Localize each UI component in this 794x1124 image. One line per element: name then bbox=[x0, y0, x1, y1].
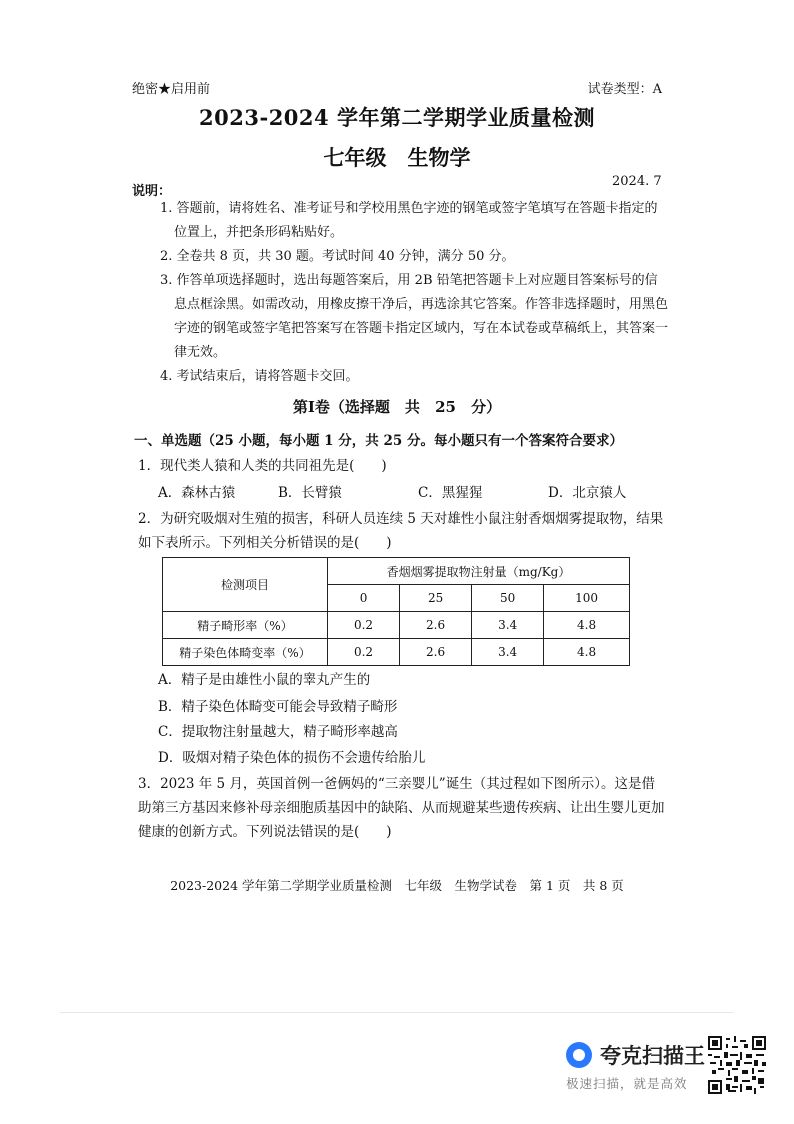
option-b: B．长臂猿 bbox=[278, 485, 342, 501]
results-table bbox=[162, 557, 630, 666]
instruction-item: 1. 答题前，请将姓名、准考证号和学校用黑色字迹的钢笔或签字笔填写在答题卡指定的位置上，并把条形码粘贴好。 bbox=[160, 201, 658, 240]
exam-subtitle: 七年级 生物学 bbox=[323, 145, 471, 170]
dose-header: 50 bbox=[472, 585, 544, 612]
row-label: 精子畸形率（%） bbox=[163, 612, 328, 639]
page-footer: 2023-2024 学年第二学期学业质量检测 七年级 生物学试卷 第 1 页 共 8 页 bbox=[170, 878, 624, 893]
table-row bbox=[163, 612, 630, 639]
table-cell: 0.2 bbox=[328, 639, 400, 666]
table-cell: 3.4 bbox=[472, 612, 544, 639]
table-row-header: 检测项目 bbox=[163, 558, 328, 612]
instruction-item: 2. 全卷共 8 页，共 30 题。考试时间 40 分钟，满分 50 分。 bbox=[160, 249, 515, 264]
table-cell: 0.2 bbox=[328, 612, 400, 639]
dose-header: 0 bbox=[328, 585, 400, 612]
scanner-brand-name: 夸克扫描王 bbox=[600, 1044, 705, 1068]
dose-header: 100 bbox=[544, 585, 630, 612]
divider bbox=[60, 1012, 734, 1013]
question-2: 2．为研究吸烟对生殖的损害，科研人员连续 5 天对雄性小鼠注射香烟烟雾提取物，结果如下表所示。下列相关分析错误的是( ) bbox=[138, 511, 664, 551]
table-col-group: 香烟烟雾提取物注射量（mg/Kg） bbox=[328, 558, 630, 585]
row-label: 精子染色体畸变率（%） bbox=[163, 639, 328, 666]
instruction-item: 4. 考试结束后，请将答题卡交回。 bbox=[160, 369, 359, 384]
question-2-option-a: A．精子是由雄性小鼠的睾丸产生的 bbox=[158, 672, 371, 688]
exam-date: 2024. 7 bbox=[612, 174, 662, 189]
question-2-option-b: B．精子染色体畸变可能会导致精子畸形 bbox=[158, 699, 398, 715]
question-2-option-c: C．提取物注射量越大，精子畸形率越高 bbox=[158, 724, 398, 740]
paper-type-label: 试卷类型：A bbox=[587, 82, 662, 97]
table-cell: 2.6 bbox=[400, 612, 472, 639]
option-a: A．森林古猿 bbox=[158, 485, 236, 501]
table-cell: 4.8 bbox=[544, 639, 630, 666]
question-1-options bbox=[158, 481, 668, 501]
confidential-label: 绝密★启用前 bbox=[132, 82, 211, 97]
option-c: C．黑猩猩 bbox=[418, 485, 483, 501]
instruction-item: 3. 作答单项选择题时，选出每题答案后，用 2B 铅笔把答题卡上对应题目答案标号的信息点框涂黑。如需改动，用橡皮擦干净后，再选涂其它答案。作答非选择题时，用黑色字迹的钢笔或签字笔把答案写在答题卡指定区域内，写在本试卷或草稿纸上，其答案一律无效。 bbox=[160, 273, 669, 360]
table-cell: 3.4 bbox=[472, 639, 544, 666]
table-cell: 2.6 bbox=[400, 639, 472, 666]
dose-header: 25 bbox=[400, 585, 472, 612]
instructions-list bbox=[160, 197, 670, 389]
option-d: D．北京猿人 bbox=[548, 485, 627, 501]
qr-code-icon bbox=[708, 1036, 766, 1094]
question-1: 1．现代类人猿和人类的共同祖先是( ) bbox=[138, 458, 387, 474]
scanner-slogan: 极速扫描，就是高效 bbox=[566, 1076, 688, 1091]
question-3: 3．2023 年 5 月，英国首例一爸俩妈的“三亲婴儿”诞生（其过程如下图所示）。这是借助第三方基因来修补母亲细胞质基因中的缺陷、从而规避某些遗传疾病、让出生婴儿更加健康的创新方式。下列说法错误的是( ) bbox=[138, 776, 665, 840]
section-title: 第Ⅰ卷（选择题 共 25 分） bbox=[292, 398, 502, 416]
table-cell: 4.8 bbox=[544, 612, 630, 639]
table-row bbox=[163, 639, 630, 666]
notes-label: 说明： bbox=[132, 184, 172, 199]
exam-title: 2023-2024 学年第二学期学业质量检测 bbox=[199, 105, 595, 130]
part-title: 一、单选题（25 小题，每小题 1 分，共 25 分。每小题只有一个答案符合要求） bbox=[134, 433, 623, 449]
question-2-option-d: D．吸烟对精子染色体的损伤不会遗传给胎儿 bbox=[158, 750, 426, 766]
scanner-logo-icon bbox=[566, 1042, 592, 1068]
